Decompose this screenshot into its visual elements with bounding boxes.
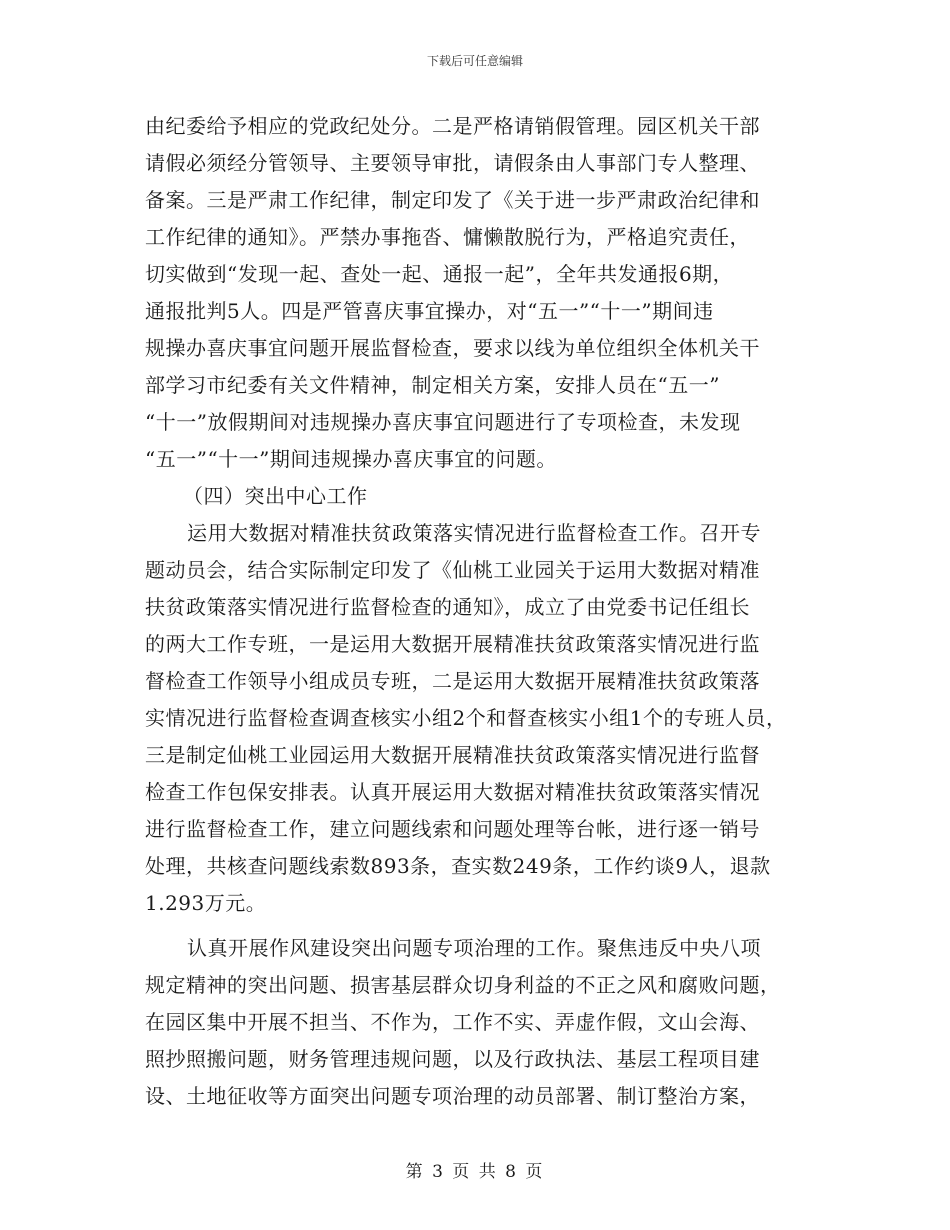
text-line: 题动员会，结合实际制定印发了《仙桃工业园关于运用大数据对精准 xyxy=(145,558,760,582)
text-line: “十一”放假期间对违规操办喜庆事宜问题进行了专项检查，未发现 xyxy=(145,410,741,434)
text-line: 1.293万元。 xyxy=(145,891,267,915)
text-line: 运用大数据对精准扶贫政策落实情况进行监督检查工作。召开专 xyxy=(187,521,761,545)
paragraph-gap xyxy=(145,922,810,930)
text-line: 检查工作包保安排表。认真开展运用大数据对精准扶贫政策落实情况 xyxy=(145,780,760,804)
text-line: “五一”“十一”期间违规操办喜庆事宜的问题。 xyxy=(145,447,557,471)
paragraph xyxy=(145,515,810,922)
text-line: 在园区集中开展不担当、不作为，工作不实、弄虚作假，文山会海、 xyxy=(145,1010,760,1034)
text-line: 三是制定仙桃工业园运用大数据开展精准扶贫政策落实情况进行监督 xyxy=(145,743,760,767)
text-line: 规定精神的突出问题、损害基层群众切身利益的不正之风和腐败问题， xyxy=(145,973,781,997)
section-heading: （四）突出中心工作 xyxy=(183,484,368,508)
text-line: 照抄照搬问题，财务管理违规问题，以及行政执法、基层工程项目建 xyxy=(145,1047,760,1071)
text-line: 扶贫政策落实情况进行监督检查的通知》，成立了由党委书记任组长 xyxy=(145,595,750,619)
text-line: 通报批判5人。四是严管喜庆事宜操办，对“五一”“十一”期间违 xyxy=(145,299,714,323)
document-body xyxy=(145,108,810,1115)
text-line: 设、土地征收等方面突出问题专项治理的动员部署、制订整治方案， xyxy=(145,1084,760,1108)
paragraph xyxy=(145,108,810,478)
text-line: 实情况进行监督检查调查核实小组2个和督查核实小组1个的专班人员， xyxy=(145,706,787,730)
text-line: 部学习市纪委有关文件精神，制定相关方案，安排人员在“五一” xyxy=(145,373,720,397)
text-line: 进行监督检查工作，建立问题线索和问题处理等台帐，进行逐一销号 xyxy=(145,817,760,841)
text-line: 由纪委给予相应的党政纪处分。二是严格请销假管理。园区机关干部 xyxy=(145,114,760,138)
page-number-footer: 第 3 页 共 8 页 xyxy=(405,1162,545,1182)
text-line: 切实做到“发现一起、查处一起、通报一起”，全年共发通报6期， xyxy=(145,262,734,286)
text-line: 工作纪律的通知》。严禁办事拖沓、慵懒散脱行为，严格追究责任， xyxy=(145,225,750,249)
text-line: 认真开展作风建设突出问题专项治理的工作。聚焦违反中央八项 xyxy=(187,936,761,960)
text-line: 备案。三是严肃工作纪律，制定印发了《关于进一步严肃政治纪律和 xyxy=(145,188,760,212)
paragraph xyxy=(145,930,810,1115)
text-line: 规操办喜庆事宜问题开展监督检查，要求以线为单位组织全体机关干 xyxy=(145,336,760,360)
text-line: 请假必须经分管领导、主要领导审批，请假条由人事部门专人整理、 xyxy=(145,151,760,175)
page-header-note: 下载后可任意编辑 xyxy=(426,54,523,68)
text-line: 的两大工作专班，一是运用大数据开展精准扶贫政策落实情况进行监 xyxy=(145,632,760,656)
text-line: 处理，共核查问题线索数893条，查实数249条，工作约谈9人，退款 xyxy=(145,854,771,878)
text-line: 督检查工作领导小组成员专班，二是运用大数据开展精准扶贫政策落 xyxy=(145,669,760,693)
